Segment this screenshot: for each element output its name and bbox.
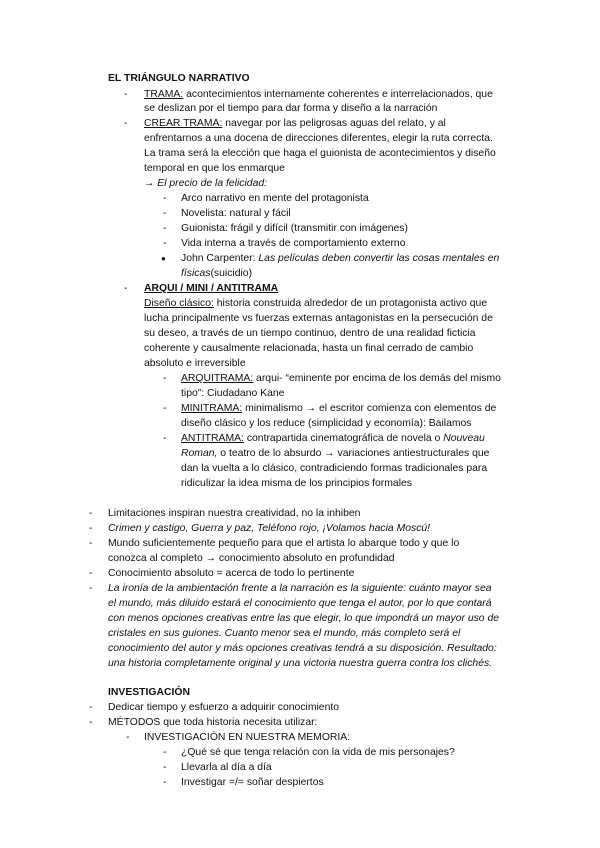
antitrama-text: contrapartida cinematográfica de novela o (243, 433, 444, 444)
bullet-marker: - (89, 508, 93, 519)
diseno-line-5: absoluto e irreversible (144, 358, 246, 369)
diseno-line-2: lucha principalmente vs fuerzas externas antagonistas en la persecución de (144, 313, 493, 324)
bullet-marker: - (163, 208, 167, 219)
bullet-marker: - (163, 433, 167, 444)
carpenter-line-2 (181, 266, 252, 281)
sub-item-4: Vida interna a través de comportamiento externo (181, 238, 406, 249)
ironia-line-4: cristales en sus guiones. Cuanto menor sea el mundo, más completo será el (108, 628, 461, 639)
arquitrama-line-2: tipo”: Ciudadano Kane (181, 388, 285, 399)
ironia-line-3: con menos opciones creativas entre las que elegir, lo que impondrá un mayor uso de (108, 613, 500, 624)
carpenter-quote: Las películas deben convertir las cosas mentales en (258, 253, 500, 264)
diseno-line-4: coherente y causalmente relacionada, hasta un final cerrado de cambio (144, 343, 474, 354)
antitrama-text-2: o teatro de lo absurdo → variaciones antiestructurales que (217, 448, 490, 459)
ironia-line-5: conocimiento del autor y más opciones creativas tendrá a su disposición. Resultado: (108, 643, 497, 654)
crear-line-1 (144, 116, 446, 131)
titles-item: Crimen y castigo, Guerra y paz, Teléfono rojo, ¡Volamos hacia Moscú! (108, 523, 431, 534)
ironia-line-2: el mundo, más diluido estará el conocimiento que tenga el autor, por lo que contará (108, 598, 492, 609)
bullet-marker: - (163, 238, 167, 249)
minitrama-line-2: diseño clásico y los reduce (simplicidad y economía): Bailamos (181, 418, 472, 429)
minitrama-text: minimalismo → el escritor comienza con elementos de (242, 403, 497, 414)
bullet-marker: - (163, 223, 167, 234)
crear-line-2: enfrentarnos a una docena de direcciones diferentes, elegir la ruta correcta. (144, 133, 493, 144)
crear-line-4: temporal en que los enmarque (144, 163, 285, 174)
antitrama-line-4: ridiculizar la idea misma de los principios formales (181, 478, 412, 489)
investigacion-item-6: Investigar =/= soñar despiertos (181, 777, 324, 788)
bullet-marker: - (89, 717, 93, 728)
bullet-marker: - (124, 89, 128, 100)
diseno-text: historia construida alrededor de un protagonista activo que (213, 298, 488, 309)
dot-marker: ● (161, 254, 166, 263)
investigacion-item-1: Dedicar tiempo y esfuerzo a adquirir conocimiento (108, 702, 340, 713)
carpenter-name: John Carpenter: (181, 253, 259, 264)
bullet-marker: - (89, 702, 93, 713)
section-title-investigacion: INVESTIGACIÓN (108, 687, 190, 698)
bullet-marker: - (163, 403, 167, 414)
bullet-marker: - (124, 118, 128, 129)
diseno-line-3: su deseo, a través de un tiempo continuo, dentro de una realidad ficticia (144, 328, 476, 339)
carpenter-note: (suicidio) (210, 268, 253, 279)
minitrama-line-1 (181, 401, 496, 416)
bullet-marker: - (163, 777, 167, 788)
arquitrama-text: arqui- “eminente por encima de los demás del mismo (253, 373, 501, 384)
bullet-marker: - (89, 568, 93, 579)
bullet-marker: - (89, 583, 93, 594)
section-title-triangulo: EL TRIÁNGULO NARRATIVO (108, 73, 250, 84)
trama-text: acontecimientos internamente coherentes e interrelacionados, que (183, 89, 493, 100)
crear-label: CREAR TRAMA: (144, 118, 223, 129)
bullet-marker: - (89, 538, 93, 549)
antitrama-italic-2: Roman, (181, 448, 218, 459)
investigacion-item-3: INVESTIGACIÓN EN NUESTRA MEMORIA: (144, 732, 351, 743)
diseno-line-1 (144, 296, 487, 311)
sub-item-3: Guionista: frágil y difícil (transmitir con imágenes) (181, 223, 408, 234)
antitrama-label: ANTITRAMA: (181, 433, 244, 444)
crear-line-3: La trama será la elección que haga el guionista de acontecimientos y diseño (144, 148, 496, 159)
sub-item-1: Arco narrativo en mente del protagonista (181, 193, 369, 204)
antitrama-line-2 (181, 446, 489, 461)
ironia-line-1: La ironía de la ambientación frente a la narración es la siguiente: cuánto mayor sea (108, 583, 492, 594)
antitrama-line-3: dan la vuelta a lo clásico, contradiciendo formas tradicionales para (181, 463, 488, 474)
bullet-marker: - (163, 193, 167, 204)
precio-text: El precio de la felicidad: (157, 178, 268, 189)
precio-line (144, 176, 267, 191)
ironia-line-6: una historia completamente original y una victoria nuestra guerra contra los clichés. (108, 658, 493, 669)
limitaciones-item: Limitaciones inspiran nuestra creatividad, no la inhiben (108, 508, 361, 519)
diseno-label: Diseño clásico: (144, 298, 214, 309)
conocimiento-item: Conocimiento absoluto = acerca de todo lo pertinente (108, 568, 355, 579)
trama-label: TRAMA: (144, 89, 184, 100)
investigacion-item-2: MÉTODOS que toda historia necesita utilizar: (108, 717, 318, 728)
bullet-marker: - (163, 373, 167, 384)
mundo-line-2: conozca al completo → conocimiento absoluto en profundidad (108, 553, 395, 564)
arquitrama-label: ARQUITRAMA: (181, 373, 254, 384)
bullet-marker: - (124, 283, 128, 294)
bullet-marker: - (89, 523, 93, 534)
arqui-title: ARQUI / MINI / ANTITRAMA (144, 283, 279, 294)
arrow: → (144, 178, 158, 189)
antitrama-italic: Nouveau (443, 433, 485, 444)
mundo-line-1: Mundo suficientemente pequeño para que el artista lo abarque todo y que lo (108, 538, 460, 549)
bullet-marker: - (163, 762, 167, 773)
arquitrama-line-1 (181, 371, 501, 386)
investigacion-item-4: ¿Qué sé que tenga relación con la vida de mis personajes? (181, 747, 455, 758)
antitrama-line-1 (181, 431, 485, 446)
bullet-marker: - (126, 732, 130, 743)
crear-text: navegar por las peligrosas aguas del relato, y al (222, 118, 446, 129)
trama-line-1 (144, 87, 493, 102)
carpenter-quote-end: físicas (181, 268, 211, 279)
carpenter-line-1 (181, 251, 499, 266)
trama-line-2: se deslizan por el tiempo para dar forma y diseño a la narración (144, 103, 438, 114)
sub-item-2: Novelista: natural y fácil (181, 208, 291, 219)
bullet-marker: - (163, 747, 167, 758)
minitrama-label: MINITRAMA: (181, 403, 243, 414)
investigacion-item-5: Llevarla al día a día (181, 762, 272, 773)
